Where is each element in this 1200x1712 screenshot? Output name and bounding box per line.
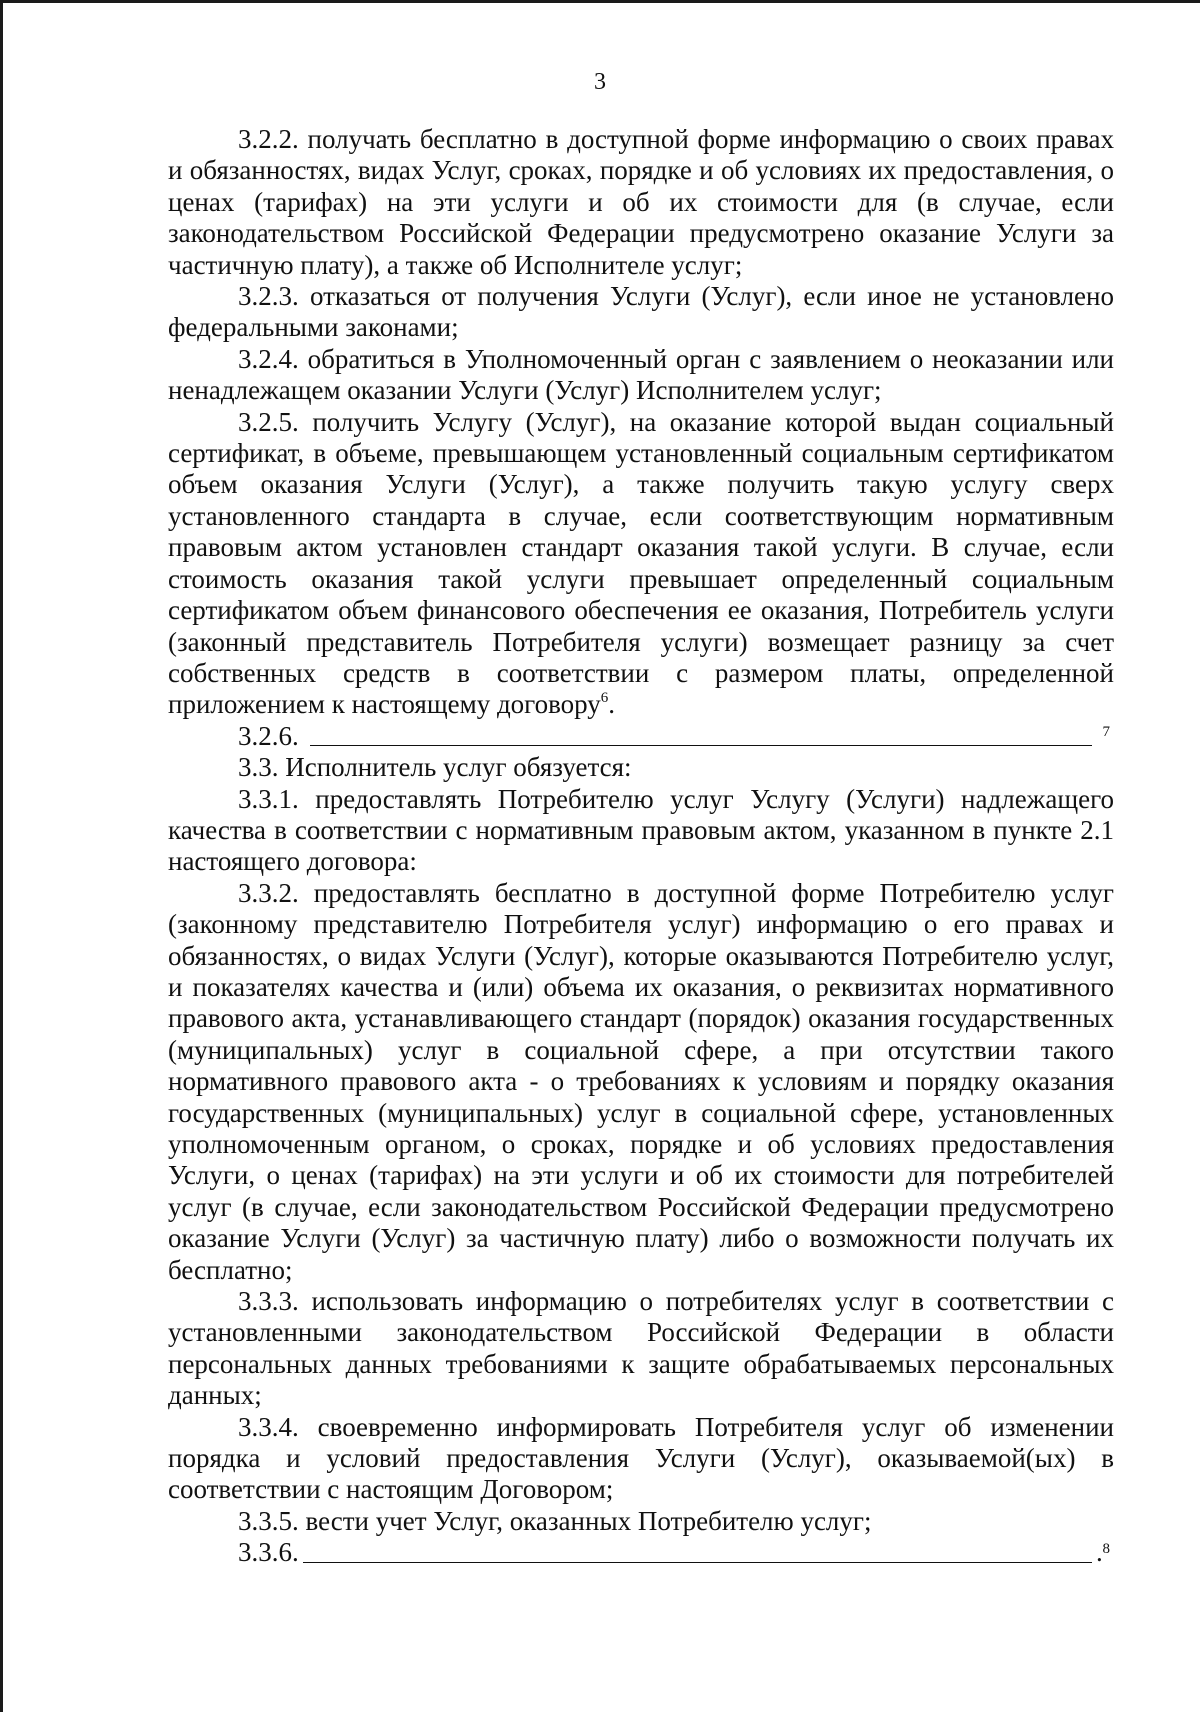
clause-3-2-4: 3.2.4. обратиться в Уполномоченный орган с заявлением о неоказании или ненадлежащем оказании Услуги (Услуг) Исполнителем услуг;	[168, 343, 1114, 406]
footnote-ref-8: 8	[1102, 1540, 1110, 1557]
clause-3-3-4: 3.3.4. своевременно информировать Потребителя услуг об изменении порядка и условий предоставления Услуги (Услуг), оказываемой(ых) в соответствии с настоящим Договором;	[168, 1411, 1114, 1505]
clause-3-2-3: 3.2.3. отказаться от получения Услуги (Услуг), если иное не установлено федеральными законами;	[168, 281, 1114, 343]
clause-3-2-6-blank	[168, 721, 1114, 752]
clause-3-3-1: 3.3.1. предоставлять Потребителю услуг Услугу (Услуги) надлежащего качества в соответствии с нормативным правовым актом, указанном в пункте 2.1 настоящего договора:	[168, 783, 1114, 877]
clause-3-3-6-blank	[168, 1537, 1114, 1568]
clause-3-3-6-number: 3.3.6.	[238, 1537, 299, 1568]
clause-3-3-5: 3.3.5. вести учет Услуг, оказанных Потребителю услуг;	[238, 1505, 872, 1536]
clause-3-2-2: 3.2.2. получать бесплатно в доступной форме информацию о своих правах и обязанностях, видах Услуг, сроках, порядке и об условиях их предоставления, о ценах (тарифах) на эти услуги и об их стоимости для (в случае, если законодательством Российской Федерации предусмотрено оказание Услуги за частичную плату), а также об Исполнителе услуг;	[168, 124, 1114, 280]
clause-3-2-5-text: 3.2.5. получить Услугу (Услуг), на оказание которой выдан социальный сертификат, в объеме, превышающем установленный социальным сертификатом объем оказания Услуги (Услуг), а также получить такую услугу сверх установленного стандарта в случае, если соответствующим нормативным правовым актом установлен стандарт оказания такой услуги. В случае, если стоимость оказания такой услуги превышает определенный социальным сертификатом объем финансового обеспечения ее оказания, Потребитель услуги (законный представитель Потребителя услуги) возмещает разницу за счет собственных средств в соответствии с размером платы, определенной приложением к настоящему договору	[168, 406, 1114, 720]
clause-3-2-6-number: 3.2.6.	[238, 720, 306, 751]
clause-3-3-2: 3.3.2. предоставлять бесплатно в доступной форме Потребителю услуг (законному представителю Потребителя услуг) информацию о его правах и обязанностях, о видах Услуги (Услуг), которые оказываются Потребителю услуг, и показателях качества и (или) объема их оказания, о реквизитах нормативного правового акта, устанавливающего стандарт (порядок) оказания государственных (муниципальных) услуг в социальной сфере, а при отсутствии такого нормативного правового акта - о требованиях к условиям и порядку оказания государственных (муниципальных) услуг в социальной сфере, установленных уполномоченным органом, о сроках, порядке и об условиях предоставления Услуги, о ценах (тарифах) на эти услуги и об их стоимости для потребителей услуг (в случае, если законодательством Российской Федерации предусмотрено оказание Услуги (Услуг) за частичную плату) либо о возможности получать их бесплатно;	[168, 877, 1114, 1285]
scan-border-top	[0, 0, 1200, 3]
scan-border-left	[0, 0, 3, 1712]
clause-3-3-3: 3.3.3. использовать информацию о потребителях услуг в соответствии с установленными законодательством Российской Федерации в области персональных данных требованиями к защите обрабатываемых персональных данных;	[168, 1286, 1114, 1411]
section-3-3-heading: 3.3. Исполнитель услуг обязуется:	[238, 752, 632, 783]
blank-fill-line	[303, 1540, 1110, 1563]
clause-3-2-5	[168, 407, 1114, 721]
page-number: 3	[594, 69, 606, 95]
document-body	[168, 124, 1114, 1569]
footnote-ref-6: 6	[600, 690, 609, 707]
footnote-ref-7: 7	[1102, 724, 1110, 741]
blank-tail-period: .	[1096, 1537, 1103, 1568]
blank-fill-line	[310, 724, 1110, 746]
clause-3-2-5-tail: .	[608, 689, 616, 720]
